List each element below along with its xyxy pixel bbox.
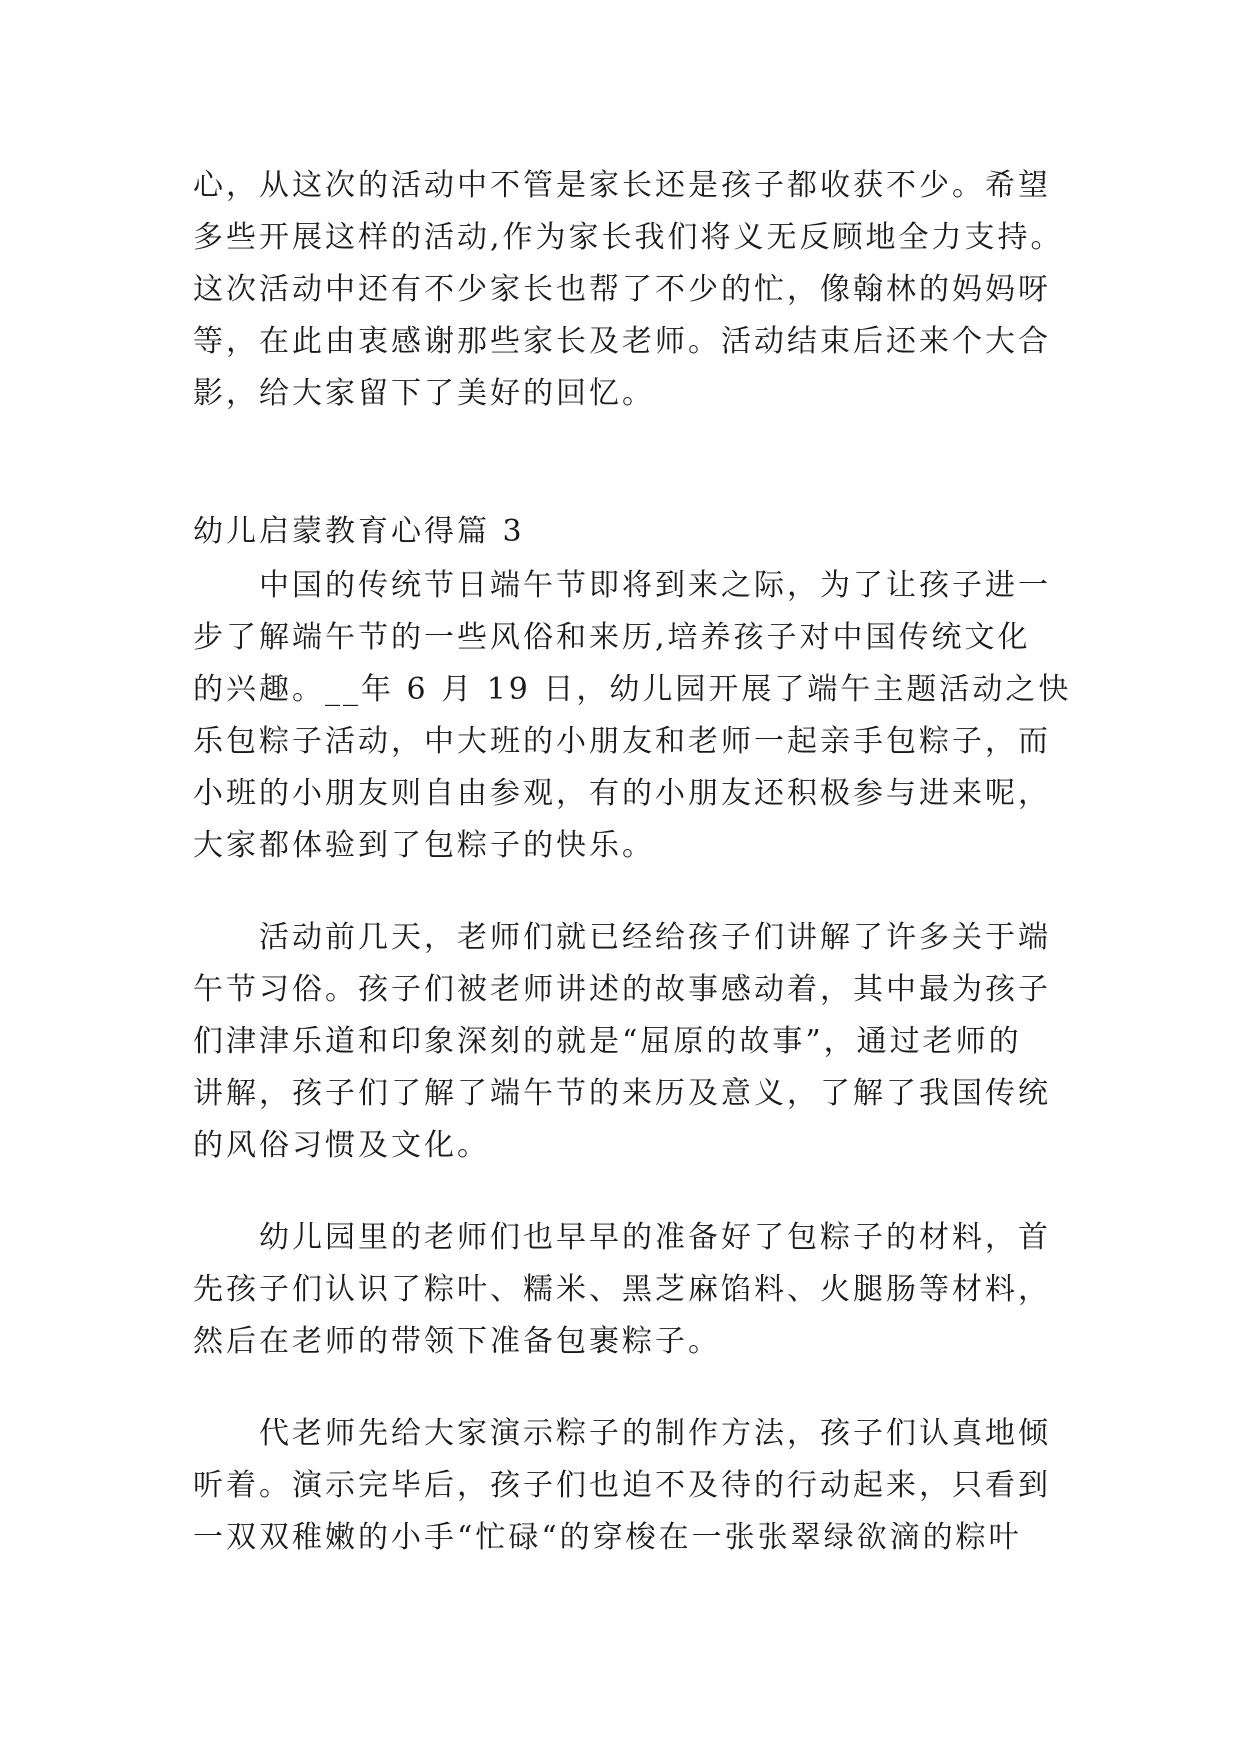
paragraph-line: 多些开展这样的活动,作为家长我们将义无反顾地全力支持。 (193, 220, 1064, 255)
paragraph-line: 午节习俗。孩子们被老师讲述的故事感动着，其中最为孩子 (193, 972, 1051, 1007)
paragraph-line: 幼儿园里的老师们也早早的准备好了包粽子的材料，首 (193, 1220, 1051, 1255)
paragraph-line: 中国的传统节日端午节即将到来之际，为了让孩子进一 (193, 568, 1051, 603)
paragraph-line: 然后在老师的带领下准备包裹粽子。 (193, 1324, 721, 1359)
paragraph-line: 代老师先给大家演示粽子的制作方法，孩子们认真地倾 (193, 1416, 1051, 1451)
paragraph-line: 这次活动中还有不少家长也帮了不少的忙，像翰林的妈妈呀 (193, 272, 1051, 307)
paragraph-line: 的风俗习惯及文化。 (193, 1128, 490, 1163)
paragraph-line: 乐包粽子活动，中大班的小朋友和老师一起亲手包粽子，而 (193, 724, 1051, 759)
paragraph-line: 影，给大家留下了美好的回忆。 (193, 376, 655, 411)
paragraph-line: 的兴趣。__年 6 月 19 日，幼儿园开展了端午主题活动之快 (193, 672, 1072, 707)
paragraph-line: 小班的小朋友则自由参观，有的小朋友还积极参与进来呢， (193, 776, 1051, 811)
paragraph-line: 一双双稚嫩的小手“忙碌“的穿梭在一张张翠绿欲滴的粽叶 (193, 1520, 1022, 1555)
paragraph-line: 心，从这次的活动中不管是家长还是孩子都收获不少。希望 (193, 168, 1051, 203)
paragraph-line: 讲解，孩子们了解了端午节的来历及意义，了解了我国传统 (193, 1076, 1051, 1111)
paragraph-line: 们津津乐道和印象深刻的就是“屈原的故事”，通过老师的 (193, 1024, 1022, 1059)
paragraph-line: 先孩子们认识了粽叶、糯米、黑芝麻馅料、火腿肠等材料， (193, 1272, 1051, 1307)
paragraph-line: 等，在此由衷感谢那些家长及老师。活动结束后还来个大合 (193, 324, 1051, 359)
paragraph-line: 步了解端午节的一些风俗和来历,培养孩子对中国传统文化 (193, 620, 1031, 655)
paragraph-line: 活动前几天，老师们就已经给孩子们讲解了许多关于端 (193, 920, 1051, 955)
paragraph-line: 大家都体验到了包粽子的快乐。 (193, 828, 655, 863)
section-heading: 幼儿启蒙教育心得篇 3 (193, 514, 525, 549)
paragraph-line: 听着。演示完毕后，孩子们也迫不及待的行动起来，只看到 (193, 1468, 1051, 1503)
